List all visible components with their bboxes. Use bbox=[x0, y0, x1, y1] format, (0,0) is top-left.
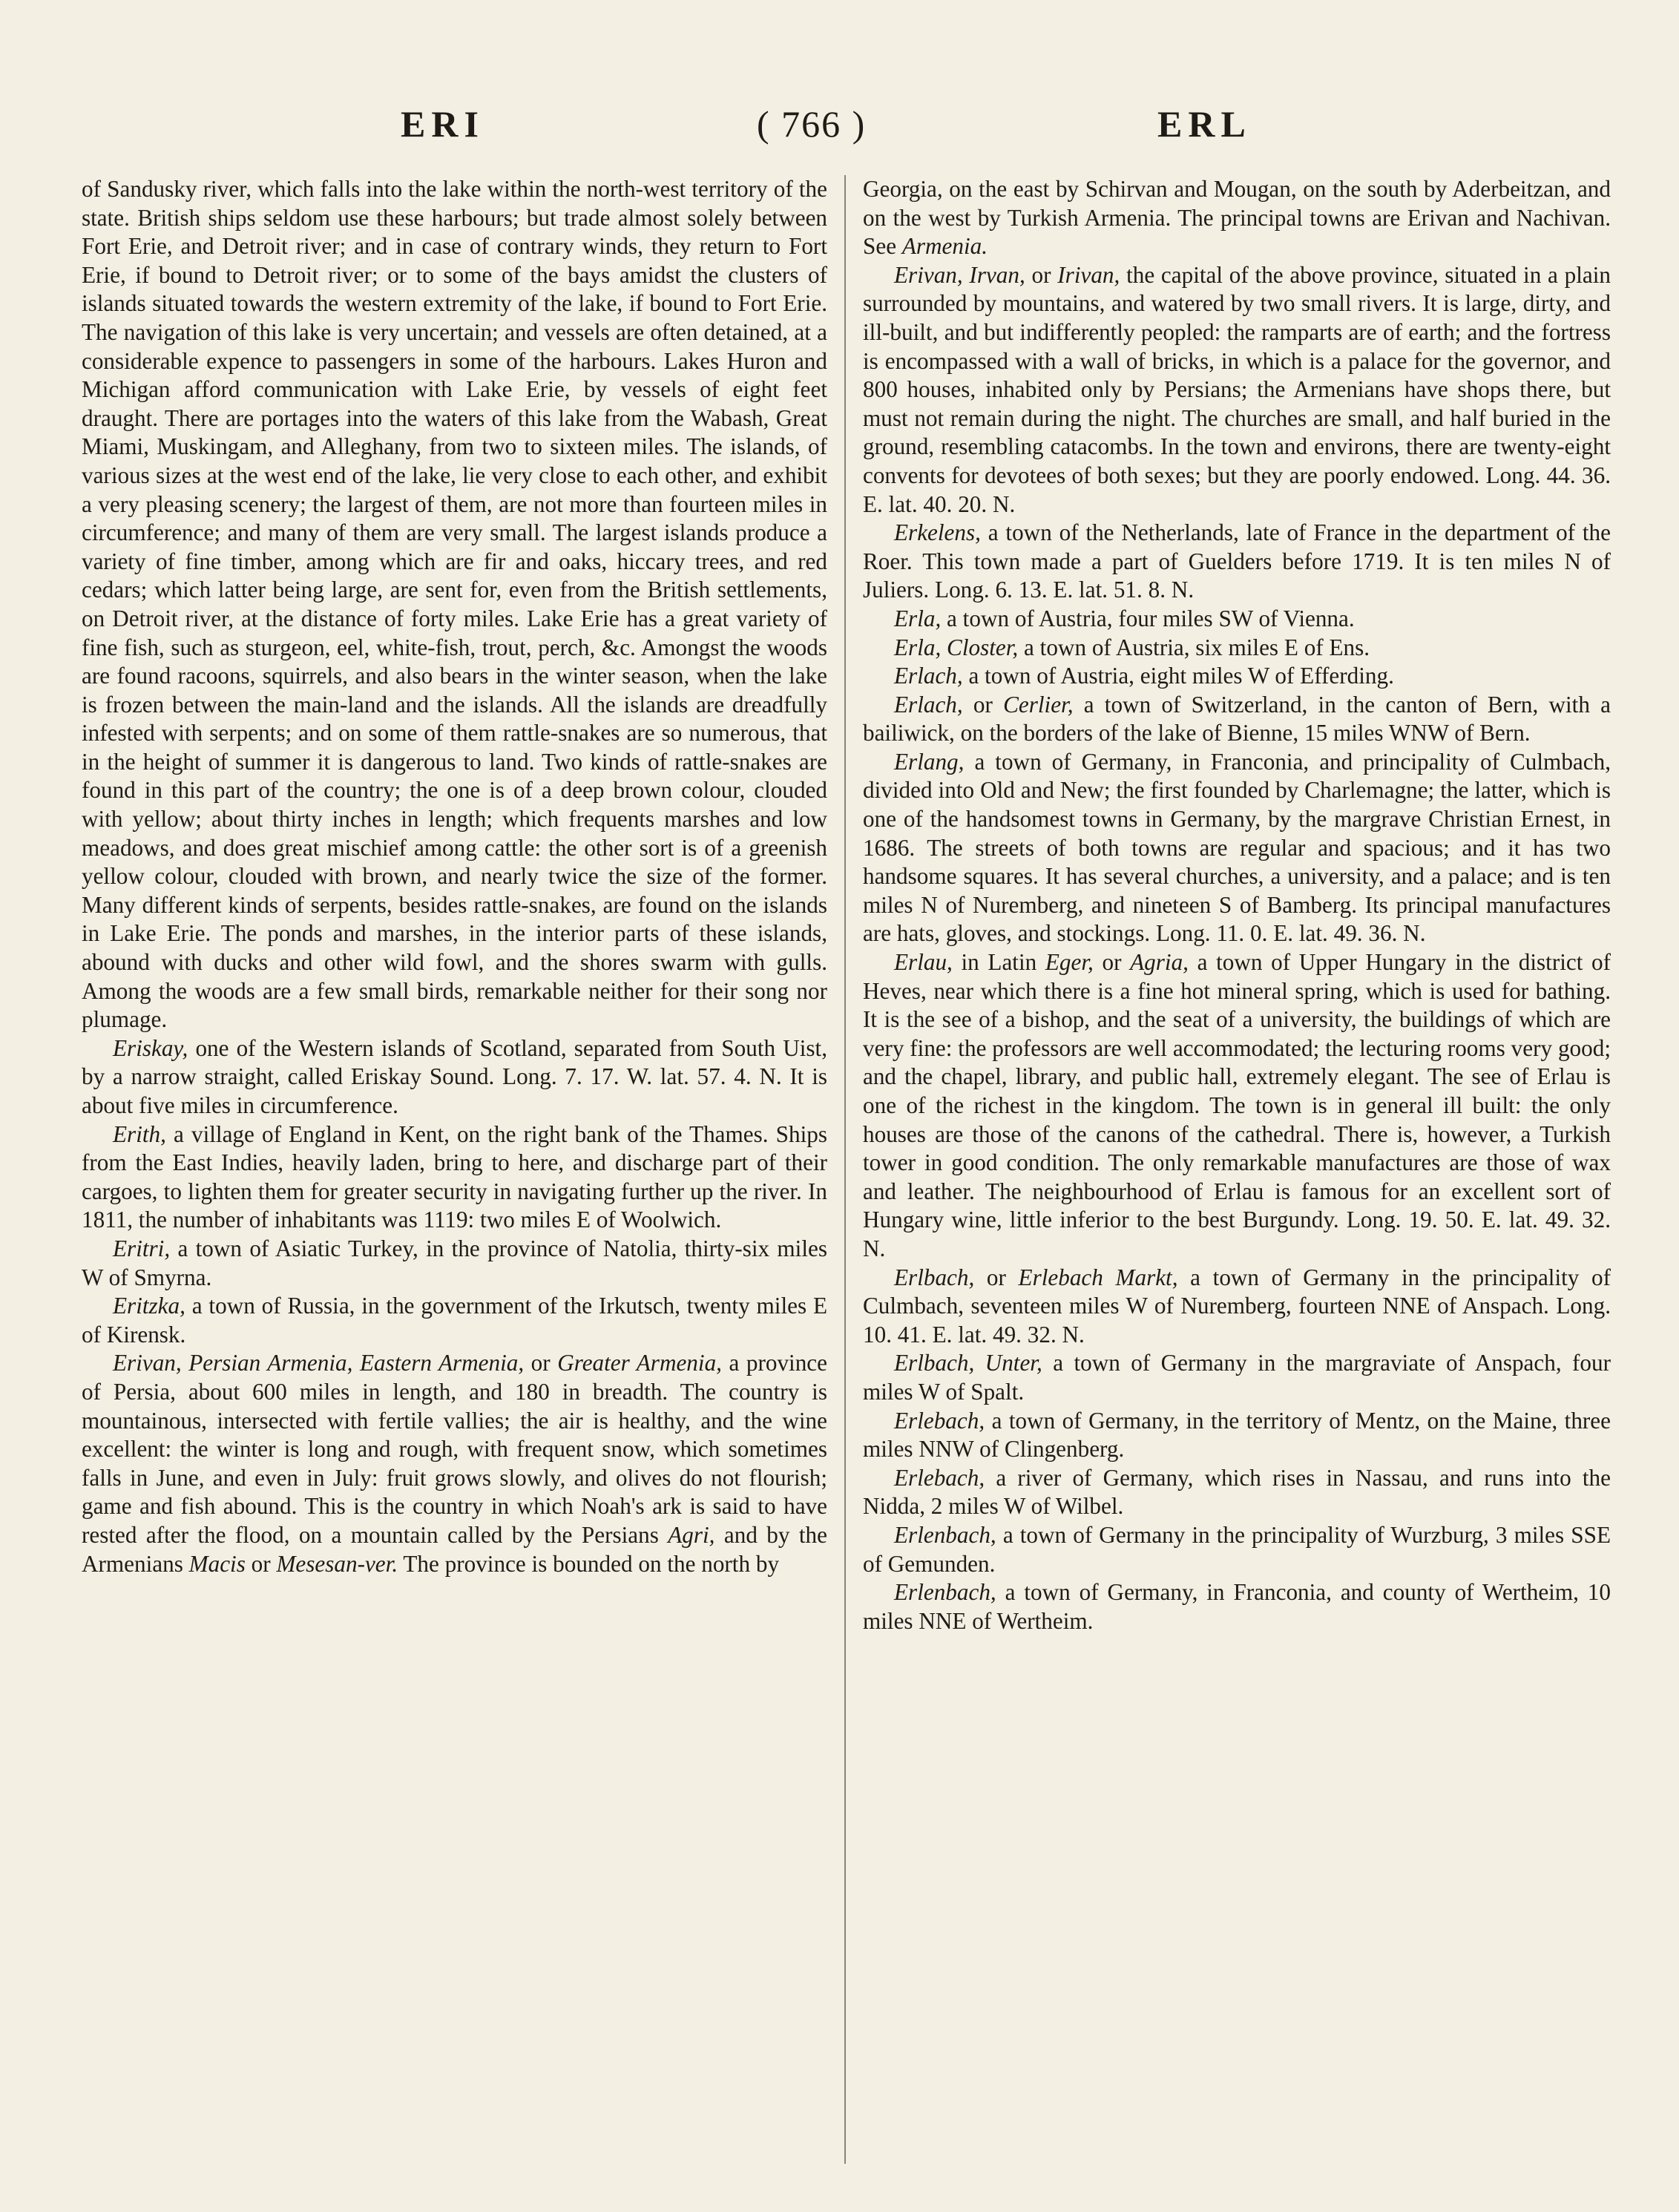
entry-text: a town of Asiatic Turkey, in the province of Natolia, thirty-six miles W of Smyrna. bbox=[82, 1235, 827, 1290]
entry-text: a town of Austria, six miles E of Ens. bbox=[1018, 634, 1370, 660]
dictionary-entry bbox=[82, 1235, 827, 1292]
entry-text: of Sandusky river, which falls into the lake within the north-west territory of the state. British ships seldom use these harbours; but trade almost solely between Fort Erie, and Detroit river; and in case of contrary winds, they return to Fort Erie, if bound to Detroit river; or to some of the bays amidst the clusters of islands situated towards the western extremity of the lake, if bound to Fort Erie. The navigation of this lake is very uncertain; and vessels are often detained, at a considerable expence to passengers in some of the harbours. Lakes Huron and Michigan afford communication with Lake Erie, by vessels of eight feet draught. There are portages into the waters of this lake from the Wabash, Great Miami, Muskingam, and Alleghany, from two to sixteen miles. The islands, of various sizes at the west end of the lake, lie very close to each other, and exhibit a very pleasing scenery; the largest of them, are not more than fourteen miles in circumference; and many of them are very small. The largest islands produce a variety of fine timber, among which are fir and oaks, hiccary trees, and red cedars; which latter being large, are sent for, even from the British settlements, on Detroit river, at the distance of forty miles. Lake Erie has a great variety of fine fish, such as sturgeon, eel, white-fish, trout, perch, &c. Amongst the woods are found racoons, squirrels, and also bears in the winter season, when the lake is frozen between the main-land and the islands. All the islands are dreadfully infested with serpents; and on some of them rattle-snakes are so numerous, that in the height of summer it is dangerous to land. Two kinds of rattle-snakes are found in this part of the country; the one is of a deep brown colour, clouded with yellow; about thirty inches in length; which frequents marshes and low meadows, and does great mischief among cattle: the other sort is of a greenish yellow colour, clouded with brown, and nearly twice the size of the former. Many different kinds of serpents, besides rattle-snakes, are found on the islands in Lake Erie. The ponds and marshes, in the interior parts of these islands, abound with ducks and other wild fowl, and the shores swarm with gulls. Among the woods are a few small birds, remarkable neither for their song nor plumage. bbox=[82, 176, 827, 1033]
entry-headword: Eritri, bbox=[113, 1235, 171, 1261]
dictionary-entry bbox=[863, 662, 1611, 691]
dictionary-entry bbox=[82, 1034, 827, 1120]
entry-text: and by the Armenians bbox=[82, 1521, 827, 1577]
entry-text: or bbox=[1093, 949, 1131, 976]
dictionary-entry bbox=[863, 1407, 1611, 1464]
entry-headword: Erivan, Irvan, bbox=[894, 261, 1025, 288]
entry-text: a town of Russia, in the government of the Irkutsch, twenty miles E of Kirensk. bbox=[82, 1293, 827, 1348]
entry-headword: Macis bbox=[188, 1550, 246, 1577]
header-left-guide-word: ERI bbox=[401, 103, 484, 145]
entry-text: a town of Switzerland, in the canton of Bern, with a bailiwick, on the borders of the lake of Bienne, 15 miles WNW of Bern. bbox=[863, 691, 1611, 746]
dictionary-entry bbox=[863, 1578, 1611, 1635]
left-column bbox=[82, 175, 827, 1578]
entry-text: or bbox=[962, 691, 1004, 718]
entry-text: a town of Germany, in Franconia, and county of Wertheim, 10 miles NNE of Wertheim. bbox=[863, 1579, 1611, 1634]
entry-text: one of the Western islands of Scotland, separated from South Uist, by a narrow straight, called Eriskay Sound. Long. 7. 17. W. lat. 57. 4. N. It is about five miles in circumference. bbox=[82, 1034, 827, 1118]
entry-headword: Erla, bbox=[894, 605, 942, 631]
entry-headword: Erlang, bbox=[894, 748, 965, 775]
entry-text: a town of Germany, in the territory of Mentz, on the Maine, three miles NNW of Clingenberg. bbox=[863, 1407, 1611, 1463]
entry-headword: Erlbach, Unter, bbox=[894, 1350, 1042, 1376]
entry-text: Georgia, on the east by Schirvan and Mougan, on the south by Aderbeitzan, and on the west by Turkish Armenia. The principal towns are Erivan and Nachivan. See bbox=[863, 176, 1611, 260]
entry-text: The province is bounded on the north by bbox=[398, 1550, 780, 1577]
header-right-guide-word: ERL bbox=[1157, 103, 1252, 145]
entry-text: a village of England in Kent, on the right bank of the Thames. Ships from the East Indies, heavily laden, bring to here, and discharge part of their cargoes, to lighten them for greater security in navigating further up the river. In 1811, the number of inhabitants was 1119: two miles E of Woolwich. bbox=[82, 1120, 827, 1233]
entry-headword: Irivan, bbox=[1057, 261, 1120, 288]
entry-headword: Erlach, bbox=[894, 691, 963, 718]
entry-headword: Eger, bbox=[1045, 949, 1094, 976]
dictionary-entry bbox=[82, 175, 827, 1034]
entry-headword: Greater Armenia, bbox=[557, 1350, 722, 1376]
dictionary-entry bbox=[863, 948, 1611, 1264]
dictionary-entry bbox=[863, 261, 1611, 519]
dictionary-entry bbox=[82, 1120, 827, 1235]
entry-headword: Armenia. bbox=[901, 233, 988, 260]
entry-text: in Latin bbox=[952, 949, 1045, 976]
right-column bbox=[863, 175, 1611, 1635]
entry-headword: Erivan, Persian Armenia, Eastern Armenia, bbox=[113, 1350, 525, 1376]
entry-headword: Erlebach, bbox=[894, 1464, 985, 1491]
entry-text: a town of Austria, four miles SW of Vienna. bbox=[941, 605, 1355, 631]
entry-text: a town of Germany, in Franconia, and principality of Culmbach, divided into Old and New; the first founded by Charlemagne; the latter, which is one of the handsomest towns in Germany, by the margrave Christian Ernest, in 1686. The streets of both towns are regular and spacious; and it has two handsome squares. It has several churches, a university, and a palace; and is ten miles N of Nuremberg, and nineteen S of Bamberg. Its principal manufactures are hats, gloves, and stockings. Long. 11. 0. E. lat. 49. 36. N. bbox=[863, 748, 1611, 947]
entry-headword: Cerlier, bbox=[1003, 691, 1074, 718]
entry-text: a town of Austria, eight miles W of Efferding. bbox=[962, 663, 1394, 689]
entry-headword: Erlenbach, bbox=[894, 1521, 996, 1548]
entry-text: or bbox=[245, 1550, 277, 1577]
entry-headword: Agria, bbox=[1130, 949, 1189, 976]
dictionary-entry bbox=[863, 1264, 1611, 1350]
entry-headword: Eritzka, bbox=[113, 1293, 185, 1319]
entry-headword: Erlebach, bbox=[894, 1407, 985, 1434]
entry-text: a river of Germany, which rises in Nassau, and runs into the Nidda, 2 miles W of Wilbel. bbox=[863, 1464, 1611, 1520]
entry-headword: Agri, bbox=[668, 1521, 715, 1548]
dictionary-entry bbox=[863, 691, 1611, 748]
dictionary-entry bbox=[82, 1349, 827, 1578]
entry-text: a town of Upper Hungary in the district of Heves, near which there is a fine hot mineral spring, which is used for bathing. It is the see of a bishop, and the seat of a university, the buildings of which are very fine: the professors are well accommodated; the lecturing rooms very good; and the chapel, library, and public hall, extremely elegant. The see of Erlau is one of the richest in the kingdom. The town is in general ill built: the only houses are those of the canons of the cathedral. There is, however, a Turkish tower in good condition. The only remarkable manufactures are those of wax and leather. The neighbourhood of Erlau is famous for an excellent sort of Hungary wine, little inferior to the best Burgundy. Long. 19. 50. E. lat. 49. 32. N. bbox=[863, 949, 1611, 1261]
entry-headword: Mesesan-ver. bbox=[276, 1550, 398, 1577]
entry-text: or bbox=[1025, 261, 1058, 288]
entry-text: a town of Germany in the principality of Wurzburg, 3 miles SSE of Gemunden. bbox=[863, 1521, 1611, 1577]
entry-text: the capital of the above province, situated in a plain surrounded by mountains, and watered by two small rivers. It is large, dirty, and ill-built, and but indifferently peopled: the ramparts are of earth; and the fortress is encompassed with a wall of bricks, in which is a palace for the governor, and 800 houses, inhabited only by Persians; the Armenians have shops there, but must not remain during the night. The churches are small, and half buried in the ground, resembling catacombs. In the town and environs, there are twenty-eight convents for devotees of both sexes; but they are poorly endowed. Long. 44. 36. E. lat. 40. 20. N. bbox=[863, 261, 1611, 517]
entry-text: or bbox=[524, 1350, 558, 1376]
running-header bbox=[0, 102, 1679, 154]
dictionary-entry bbox=[863, 634, 1611, 663]
dictionary-entry bbox=[863, 1349, 1611, 1406]
dictionary-entry bbox=[863, 1521, 1611, 1578]
column-divider bbox=[844, 175, 846, 2164]
dictionary-entry bbox=[863, 605, 1611, 634]
entry-headword: Erkelens, bbox=[894, 519, 981, 546]
entry-headword: Erith, bbox=[113, 1120, 166, 1147]
dictionary-entry bbox=[82, 1292, 827, 1349]
entry-headword: Erlenbach, bbox=[894, 1579, 996, 1606]
page-number: ( 766 ) bbox=[757, 103, 867, 145]
entry-text: or bbox=[974, 1264, 1019, 1290]
entry-headword: Erla, Closter, bbox=[894, 634, 1019, 660]
entry-text: a province of Persia, about 600 miles in length, and 180 in breadth. The country is mountainous, intersected with fertile vallies; the air is healthy, and the wine excellent: the winter is long and rough, with frequent snow, which sometimes falls in June, and even in July: fruit grows slowly, and olives do not flourish; game and fish abound. This is the country in which Noah's ark is said to have rested after the flood, on a mountain called by the Persians bbox=[82, 1350, 827, 1548]
entry-headword: Erlau, bbox=[894, 949, 953, 976]
entry-headword: Erlach, bbox=[894, 663, 963, 689]
entry-headword: Eriskay, bbox=[113, 1034, 188, 1061]
dictionary-entry bbox=[863, 175, 1611, 261]
entry-text: a town of the Netherlands, late of France in the department of the Roer. This town made a part of Guelders before 1719. It is ten miles N of Juliers. Long. 6. 13. E. lat. 51. 8. N. bbox=[863, 519, 1611, 603]
dictionary-entry bbox=[863, 748, 1611, 948]
dictionary-entry bbox=[863, 1464, 1611, 1521]
entry-text: a town of Germany in the principality of Culmbach, seventeen miles W of Nuremberg, fourteen NNE of Anspach. Long. 10. 41. E. lat. 49. 32. N. bbox=[863, 1264, 1611, 1348]
entry-headword: Erlbach, bbox=[894, 1264, 975, 1290]
entry-text: a town of Germany in the margraviate of Anspach, four miles W of Spalt. bbox=[863, 1350, 1611, 1405]
entry-headword: Erlebach Markt, bbox=[1018, 1264, 1178, 1290]
dictionary-entry bbox=[863, 519, 1611, 605]
